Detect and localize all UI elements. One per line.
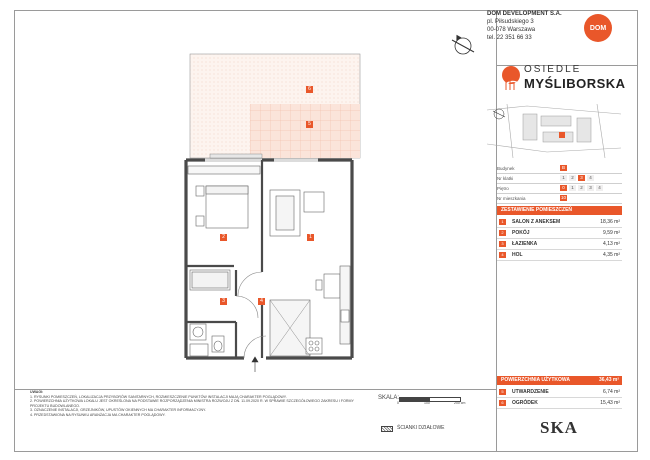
estate-name-line-1: OSIEDLE	[524, 64, 582, 75]
plan-label-3: 3	[222, 298, 225, 304]
partition-wall-legend-swatch	[381, 426, 393, 432]
room-row	[497, 217, 622, 228]
company-address-1: pl. Piłsudskiego 3	[487, 19, 534, 25]
estate-logo	[502, 62, 626, 96]
attribute-label: Budynek	[497, 166, 515, 171]
attribute-row	[497, 184, 622, 194]
furniture	[188, 166, 350, 356]
room-name: POKÓJ	[512, 230, 530, 236]
attribute-value: 1	[569, 185, 576, 191]
room-area: 18,36 m²	[600, 219, 620, 225]
total-value: 36,43 m²	[598, 377, 619, 383]
room-name: OGRÓDEK	[512, 400, 538, 406]
attribute-value: 0	[560, 185, 567, 191]
attribute-value: 2	[569, 175, 576, 181]
attribute-value: 2	[578, 185, 585, 191]
plan-label-2: 2	[222, 234, 225, 240]
room-number: 1	[499, 219, 506, 225]
attribute-row	[497, 194, 622, 204]
entry-arrow	[252, 357, 258, 372]
note-2: 2. POWIERZCHNIA UŻYTKOWA LOKALU JEST OKREŚLONA NA PODSTAWIE ROZPORZĄDZENIA MINISTRA ROZWOJU Z DN. 11.09.2020 R. W SPRAWIE SZCZEGÓŁOWEGO ZAKRESU I FORMY PROJEKTU BUDOWLANEGO.	[30, 399, 354, 408]
attribute-value: B	[561, 165, 565, 170]
room-number: 3	[499, 241, 506, 247]
usable-area-total	[497, 376, 622, 385]
room-area: 6,74 m²	[603, 389, 620, 395]
room-row	[497, 239, 622, 250]
architect-logo	[540, 418, 600, 438]
room-row	[497, 250, 622, 261]
minimap-compass-icon	[493, 109, 505, 119]
notes-title: UWAGI:	[30, 390, 44, 394]
attribute-row	[497, 164, 622, 174]
plan-label-5: 5	[308, 121, 311, 127]
room-number: 2	[499, 230, 506, 236]
room-row	[497, 387, 622, 398]
plan-label-4: 4	[260, 298, 263, 304]
attribute-value: 3	[587, 185, 594, 191]
company-address-2: 00-078 Warszawa	[487, 27, 536, 33]
scale-tick-100: 100	[424, 401, 430, 405]
total-label: POWIERZCHNIA UŻYTKOWA	[501, 377, 570, 383]
terrace-step	[210, 154, 262, 158]
scale-label: SKALA:	[378, 395, 400, 401]
room-area: 4,13 m²	[603, 241, 620, 247]
room-area: 15,43 m²	[600, 400, 620, 406]
attribute-row	[497, 174, 622, 184]
estate-logo-mark-icon	[502, 62, 522, 92]
attribute-value: 4	[587, 175, 594, 181]
room-name: UTWARDZENIE	[512, 389, 549, 395]
room-name: HOL	[512, 252, 523, 258]
scale-bar	[399, 397, 461, 402]
scale-tick-0: 0	[397, 401, 399, 405]
notes	[30, 390, 360, 418]
note-3: 3. OZNACZENIE INSTALACJI, GRZEJNIKÓW, UPUSTÓW OKIENNYCH MA CHARAKTER INFORMACYJNY.	[30, 408, 206, 413]
company-name: DOM DEVELOPMENT S.A.	[487, 11, 562, 17]
scale-tick-200: 200 cm	[454, 401, 466, 405]
attribute-value: 1	[560, 175, 567, 181]
architect-logo-text: SKA	[540, 418, 578, 437]
site-location-map	[487, 104, 621, 158]
attribute-label: Nr mieszkania	[497, 196, 526, 201]
attribute-value: 4	[596, 185, 603, 191]
compass	[452, 33, 474, 54]
estate-name-line-2: MYŚLIBORSKA	[524, 76, 626, 91]
partition-wall-legend-label: ŚCIANKI DZIAŁOWE	[397, 425, 445, 431]
room-number: 6	[499, 400, 506, 406]
room-row	[497, 398, 622, 409]
plan-label-1: 1	[309, 234, 312, 240]
company-info	[487, 10, 562, 42]
note-4: 4. PRZEDSTAWIONA NA RYSUNKU ARANŻACJA MA CHARAKTER POGLĄDOWY.	[30, 412, 166, 417]
room-area: 4,35 m²	[603, 252, 620, 258]
room-name: SALON Z ANEKSEM	[512, 219, 561, 225]
apartment-attributes	[497, 164, 622, 204]
attribute-value: 3	[578, 175, 585, 181]
room-row	[497, 228, 622, 239]
note-1: 1. RYSUNKI POMIESZCZEŃ, LOKALIZACJA PRZYBORÓW SANITARNYCH, ROZMIESZCZENIE PUNKTÓW INSTALACJI MAJĄ CHARAKTER POGLĄDOWY.	[30, 394, 287, 399]
room-number: 5	[499, 389, 506, 395]
attribute-label: Nr klatki	[497, 176, 514, 181]
attribute-value: 10	[560, 195, 566, 200]
attribute-label: Piętro	[497, 186, 509, 191]
paved-terrace	[250, 104, 360, 158]
company-phone: tel. 22 351 66 33	[487, 35, 532, 41]
dom-logo: DOM	[584, 14, 612, 42]
plan-label-6: 6	[308, 86, 311, 92]
room-area: 9,59 m²	[603, 230, 620, 236]
room-name: ŁAZIENKA	[512, 241, 538, 247]
room-number: 4	[499, 252, 506, 258]
rooms-header: ZESTAWIENIE POMIESZCZEŃ	[497, 206, 622, 215]
